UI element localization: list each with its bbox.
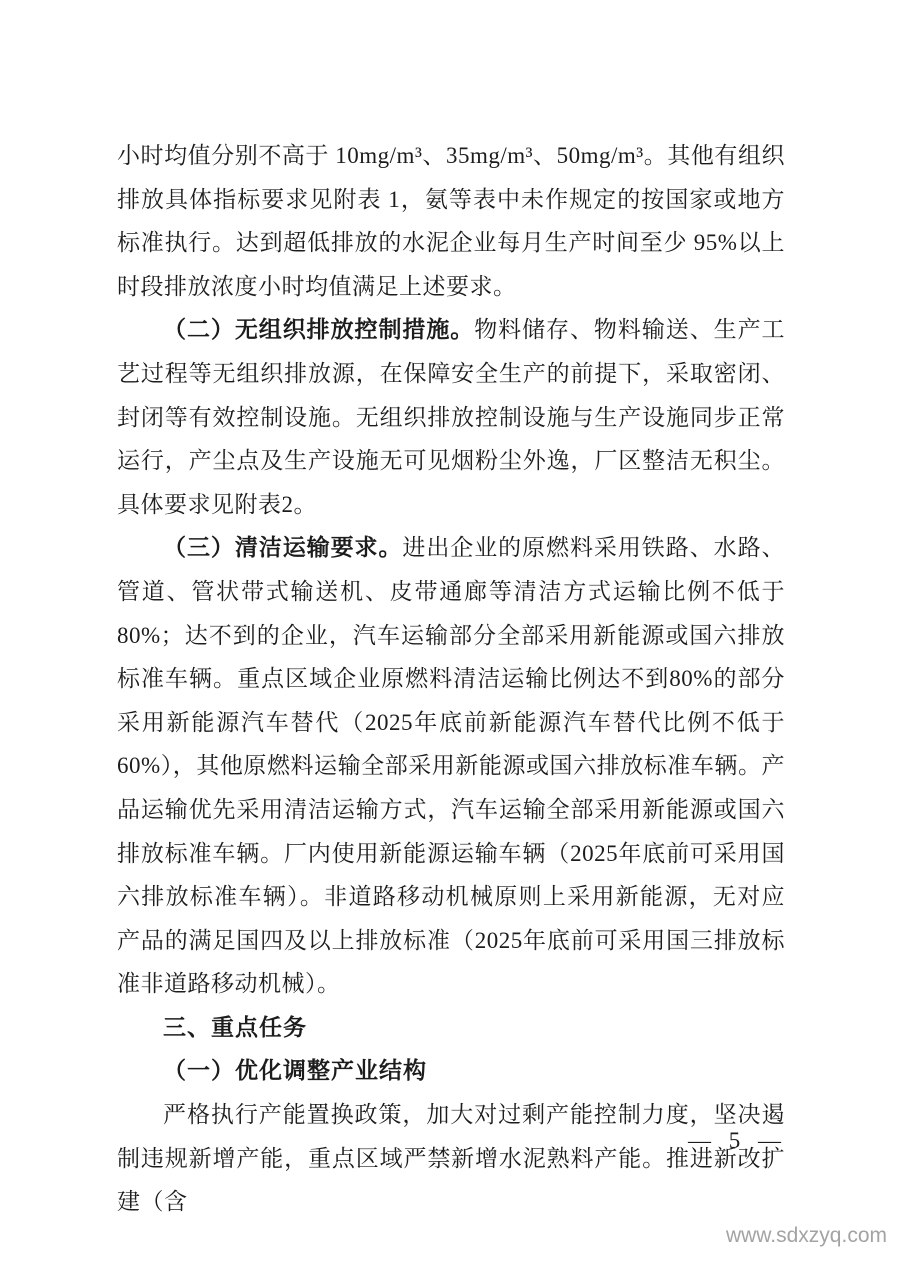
clause-2-lead-heading: （二）无组织排放控制措施。	[163, 317, 475, 343]
paragraph-clean-transport-text: 进出企业的原燃料采用铁路、水路、管道、管状带式输送机、皮带通廊等清洁方式运输比例不低于80%；达不到的企业，汽车运输部分全部采用新能源或国六排放标准车辆。重点区域企业原燃料清洁运输比例达不到80%的部分采用新能源汽车替代（2025年底前新能源汽车替代比例不低于60%），其他原燃料运输全部采用新能源或国六排放标准车辆。产品运输优先采用清洁运输方式，汽车运输全部采用新能源或国六排放标准车辆。厂内使用新能源运输车辆（2025年底前可采用国六排放标准车辆）。非道路移动机械原则上采用新能源，无对应产品的满足国四及以上排放标准（2025年底前可采用国三排放标准非道路移动机械）。	[117, 535, 786, 997]
paragraph-emission-limits-text: 小时均值分别不高于 10mg/m³、35mg/m³、50mg/m³。其他有组织排放具体指标要求见附表 1，氨等表中未作规定的按国家或地方标准执行。达到超低排放的水泥企业每月生产时间至少 95%以上时段排放浓度小时均值满足上述要求。	[117, 143, 785, 299]
section-3-heading: 三、重点任务	[163, 1013, 307, 1040]
subsection-1-heading: （一）优化调整产业结构	[163, 1058, 427, 1084]
page-number: — 5 —	[688, 1128, 787, 1153]
paragraph-capacity-control	[117, 1093, 785, 1224]
paragraph-clean-transport	[117, 526, 785, 1006]
clause-3-lead-heading: （三）清洁运输要求。	[163, 535, 403, 561]
paragraph-fugitive-emission-control	[117, 308, 785, 526]
paragraph-capacity-control-text: 严格执行产能置换政策，加大对过剩产能控制力度，坚决遏制违规新增产能，重点区域严禁新增水泥熟料产能。推进新改扩建（含	[117, 1102, 785, 1215]
watermark-url: www.sdxzyq.com	[725, 1224, 887, 1247]
document-body	[117, 134, 785, 1224]
paragraph-emission-limits	[117, 134, 785, 308]
paragraph-fugitive-emission-control-text: 物料储存、物料输送、生产工艺过程等无组织排放源，在保障安全生产的前提下，采取密闭、封闭等有效控制设施。无组织排放控制设施与生产设施同步正常运行，产尘点及生产设施无可见烟粉尘外逸，厂区整洁无积尘。具体要求见附表2。	[117, 317, 786, 517]
